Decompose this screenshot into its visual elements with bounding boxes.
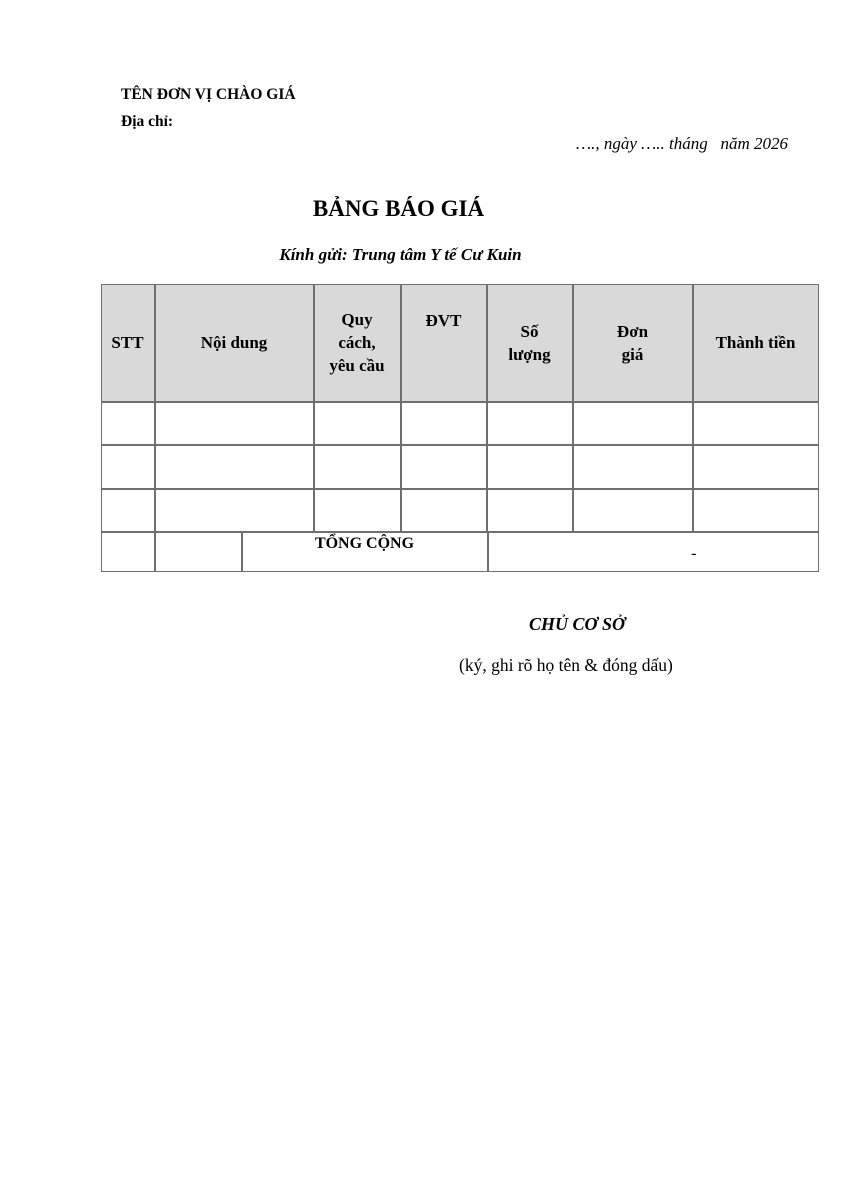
table-cell <box>314 445 401 489</box>
table-cell <box>155 489 314 532</box>
table-cell <box>487 445 573 489</box>
table-cell <box>155 445 314 489</box>
date-line: …., ngày ….. tháng năm 2026 <box>575 134 788 153</box>
total-label: TỔNG CỘNG <box>242 532 488 572</box>
total-value: - <box>488 532 819 572</box>
signer-title: CHỦ CƠ SỞ <box>529 614 626 634</box>
recipient-line: Kính gửi: Trung tâm Y tế Cư Kuin <box>279 245 522 264</box>
total-row-empty-cell <box>101 532 155 572</box>
table-cell <box>693 445 819 489</box>
table-cell <box>314 489 401 532</box>
table-cell <box>401 445 487 489</box>
table-cell <box>101 489 155 532</box>
column-header-content: Nội dung <box>155 284 314 402</box>
table-cell <box>487 489 573 532</box>
quotation-table <box>101 284 819 572</box>
column-header-stt: STT <box>101 284 155 402</box>
organization-name: TÊN ĐƠN VỊ CHÀO GIÁ <box>121 86 296 103</box>
table-cell <box>573 445 693 489</box>
column-header-quantity: Số lượng <box>487 284 573 402</box>
document-title: BẢNG BÁO GIÁ <box>312 196 485 221</box>
total-row-empty-cell <box>155 532 242 572</box>
table-cell <box>401 489 487 532</box>
column-header-amount: Thành tiền <box>693 284 819 402</box>
table-cell <box>487 402 573 445</box>
signature-instruction: (ký, ghi rõ họ tên & đóng dấu) <box>459 655 673 675</box>
column-header-unit-price: Đơn giá <box>573 284 693 402</box>
table-cell <box>401 402 487 445</box>
table-cell <box>101 445 155 489</box>
table-cell <box>693 489 819 532</box>
table-cell <box>101 402 155 445</box>
table-cell <box>573 402 693 445</box>
table-cell <box>573 489 693 532</box>
column-header-unit: ĐVT <box>401 284 487 402</box>
address-label: Địa chỉ: <box>121 113 174 130</box>
table-cell <box>693 402 819 445</box>
column-header-specification: Quy cách, yêu cầu <box>314 284 401 402</box>
table-cell <box>155 402 314 445</box>
table-cell <box>314 402 401 445</box>
